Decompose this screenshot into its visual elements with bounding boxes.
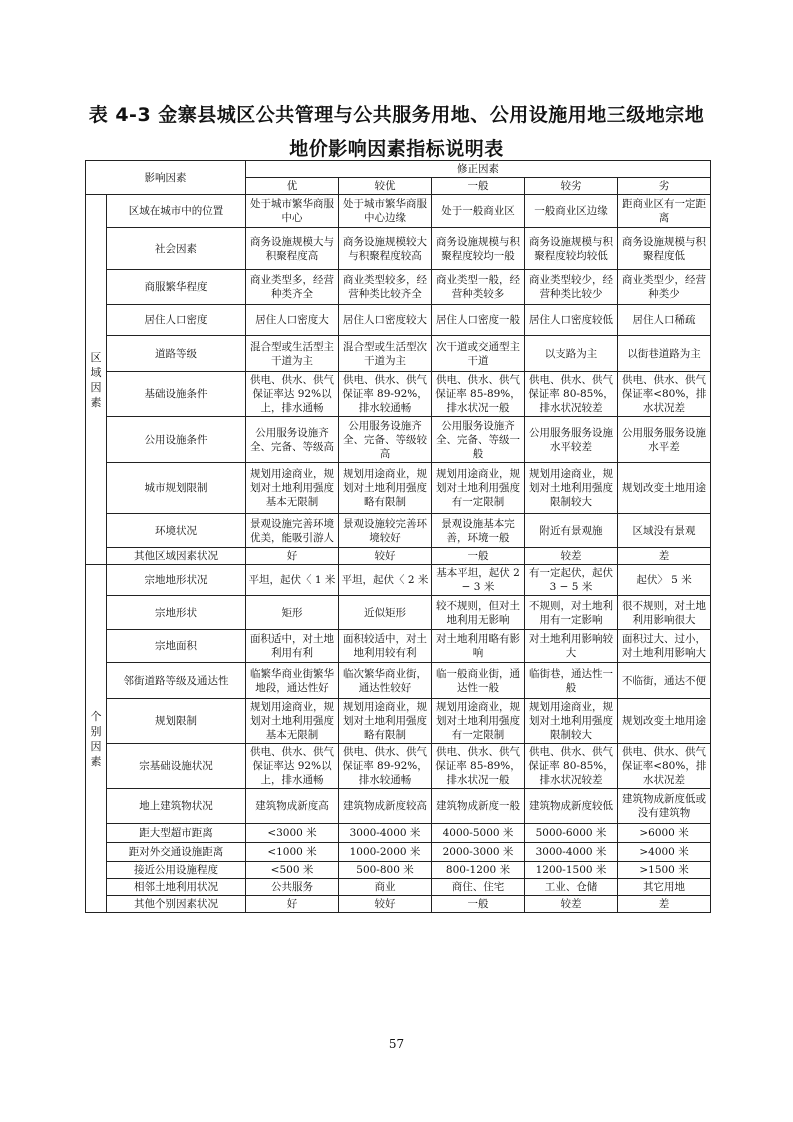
factor-name-cell: 其他区域因素状况 bbox=[107, 548, 246, 565]
level-value-cell-4: 建筑物成新度低或没有建筑物 bbox=[618, 789, 711, 824]
table-row bbox=[86, 195, 711, 228]
level-value-cell-1: 景观设施较完善环境较好 bbox=[339, 514, 432, 548]
level-value-cell-1: 3000-4000 米 bbox=[339, 824, 432, 843]
level-value-cell-0: 建筑物成新度高 bbox=[246, 789, 339, 824]
table-row bbox=[86, 565, 711, 596]
level-value-cell-3: 居住人口密度较低 bbox=[525, 305, 618, 336]
regional-category-char: 区 bbox=[90, 350, 102, 364]
level-value-cell-1: 平坦，起伏〈 2 米 bbox=[339, 565, 432, 596]
table-row bbox=[86, 896, 711, 913]
level-value-cell-0: 临繁华商业街繁华地段，通达性好 bbox=[246, 663, 339, 699]
level-value-cell-1: 建筑物成新度较高 bbox=[339, 789, 432, 824]
regional-category-char: 素 bbox=[90, 395, 102, 409]
level-value-cell-0: 商务设施规模大与积聚程度高 bbox=[246, 228, 339, 270]
level-value-cell-0: 好 bbox=[246, 896, 339, 913]
factor-name-cell: 区域在城市中的位置 bbox=[107, 195, 246, 228]
document-title-line2: 地价影响因素指标说明表 bbox=[289, 138, 504, 160]
level-value-cell-3: 商业类型较少，经营种类比较少 bbox=[525, 270, 618, 305]
header-correction-cell: 修正因素 bbox=[246, 161, 711, 178]
factor-name-cell: 社会因素 bbox=[107, 228, 246, 270]
table-row bbox=[86, 336, 711, 372]
level-value-cell-3: 较差 bbox=[525, 548, 618, 565]
level-value-cell-2: 较不规则，但对土地利用无影响 bbox=[432, 596, 525, 630]
level-value-cell-4: 商务设施规模与积聚程度低 bbox=[618, 228, 711, 270]
table-row bbox=[86, 630, 711, 663]
factor-name-cell: 宗地面积 bbox=[107, 630, 246, 663]
factor-name-cell: 城市规划限制 bbox=[107, 463, 246, 514]
factor-name-cell: 居住人口密度 bbox=[107, 305, 246, 336]
table-row bbox=[86, 463, 711, 514]
table-row bbox=[86, 824, 711, 843]
level-value-cell-0: 公共服务 bbox=[246, 879, 339, 896]
level-value-cell-0: 公用服务设施齐全、完备、等级高 bbox=[246, 417, 339, 463]
table-row bbox=[86, 699, 711, 744]
table-row bbox=[86, 789, 711, 824]
level-value-cell-3: 商务设施规模与积聚程度较均较低 bbox=[525, 228, 618, 270]
level-value-cell-0: 供电、供水、供气保证率达 92%以上，排水通畅 bbox=[246, 744, 339, 789]
level-header-1: 较优 bbox=[339, 178, 432, 195]
table-row bbox=[86, 879, 711, 896]
factor-name-cell: 宗地地形状况 bbox=[107, 565, 246, 596]
level-value-cell-2: 临一般商业街，通达性一般 bbox=[432, 663, 525, 699]
level-value-cell-1: 500-800 米 bbox=[339, 862, 432, 879]
level-value-cell-2: 居住人口密度一般 bbox=[432, 305, 525, 336]
level-value-cell-2: 次干道或交通型主干道 bbox=[432, 336, 525, 372]
level-value-cell-1: 供电、供水、供气保证率 89-92%，排水较通畅 bbox=[339, 744, 432, 789]
level-value-cell-1: 规划用途商业，规划对土地利用强度略有限制 bbox=[339, 699, 432, 744]
level-value-cell-4: 距商业区有一定距离 bbox=[618, 195, 711, 228]
table-row bbox=[86, 270, 711, 305]
level-value-cell-0: 面积适中，对土地利用有利 bbox=[246, 630, 339, 663]
factor-name-cell: 环境状况 bbox=[107, 514, 246, 548]
table-row bbox=[86, 744, 711, 789]
level-value-cell-3: 规划用途商业，规划对土地利用强度限制较大 bbox=[525, 463, 618, 514]
level-value-cell-1: 供电、供水、供气保证率 89-92%，排水较通畅 bbox=[339, 372, 432, 417]
header-factor-cell: 影响因素 bbox=[86, 161, 246, 195]
level-value-cell-4: 面积过大、过小，对土地利用影响大 bbox=[618, 630, 711, 663]
factor-name-cell: 邻街道路等级及通达性 bbox=[107, 663, 246, 699]
individual-category-char: 别 bbox=[90, 724, 102, 738]
level-value-cell-2: 规划用途商业，规划对土地利用强度有一定限制 bbox=[432, 463, 525, 514]
level-header-0: 优 bbox=[246, 178, 339, 195]
level-value-cell-2: 处于一般商业区 bbox=[432, 195, 525, 228]
level-value-cell-2: 基本平坦，起伏 2 − 3 米 bbox=[432, 565, 525, 596]
factor-name-cell: 距对外交通设施距离 bbox=[107, 843, 246, 862]
level-value-cell-1: 居住人口密度较大 bbox=[339, 305, 432, 336]
table-row bbox=[86, 843, 711, 862]
factor-name-cell: 基础设施条件 bbox=[107, 372, 246, 417]
level-value-cell-1: 公用服务设施齐全、完备、等级较高 bbox=[339, 417, 432, 463]
regional-category-char: 因 bbox=[90, 380, 102, 394]
level-value-cell-1: 处于城市繁华商服中心边缘 bbox=[339, 195, 432, 228]
level-value-cell-3: 工业、仓储 bbox=[525, 879, 618, 896]
level-value-cell-3: 规划用途商业，规划对土地利用强度限制较大 bbox=[525, 699, 618, 744]
level-value-cell-2: 景观设施基本完善，环境一般 bbox=[432, 514, 525, 548]
level-value-cell-0: 商业类型多，经营种类齐全 bbox=[246, 270, 339, 305]
page-number: 57 bbox=[388, 1037, 405, 1051]
level-value-cell-1: 商务设施规模较大与积聚程度较高 bbox=[339, 228, 432, 270]
individual-category-char: 因 bbox=[90, 739, 102, 753]
table-row bbox=[86, 596, 711, 630]
level-value-cell-3: 5000-6000 米 bbox=[525, 824, 618, 843]
factor-name-cell: 宗基础设施状况 bbox=[107, 744, 246, 789]
level-value-cell-2: 规划用途商业，规划对土地利用强度有一定限制 bbox=[432, 699, 525, 744]
level-value-cell-1: 混合型或生活型次干道为主 bbox=[339, 336, 432, 372]
level-value-cell-2: 4000-5000 米 bbox=[432, 824, 525, 843]
level-value-cell-2: 公用服务设施齐全、完备、等级一般 bbox=[432, 417, 525, 463]
level-value-cell-4: 以街巷道路为主 bbox=[618, 336, 711, 372]
level-value-cell-4: 规划改变土地用途 bbox=[618, 463, 711, 514]
level-value-cell-4: 其它用地 bbox=[618, 879, 711, 896]
individual-factors-category-cell bbox=[86, 565, 107, 913]
table-row bbox=[86, 305, 711, 336]
level-value-cell-2: 一般 bbox=[432, 896, 525, 913]
level-header-2: 一般 bbox=[432, 178, 525, 195]
level-value-cell-1: 1000-2000 米 bbox=[339, 843, 432, 862]
level-value-cell-1: 近似矩形 bbox=[339, 596, 432, 630]
table-row bbox=[86, 372, 711, 417]
level-value-cell-4: 差 bbox=[618, 896, 711, 913]
regional-factors-category-cell bbox=[86, 195, 107, 565]
table-row bbox=[86, 514, 711, 548]
level-value-cell-2: 对土地利用略有影响 bbox=[432, 630, 525, 663]
level-value-cell-2: 2000-3000 米 bbox=[432, 843, 525, 862]
level-value-cell-4: >6000 米 bbox=[618, 824, 711, 843]
individual-category-char: 素 bbox=[90, 754, 102, 768]
factor-name-cell: 规划限制 bbox=[107, 699, 246, 744]
level-value-cell-0: <500 米 bbox=[246, 862, 339, 879]
individual-category-char: 个 bbox=[90, 709, 102, 723]
level-value-cell-2: 商务设施规模与积聚程度较均一般 bbox=[432, 228, 525, 270]
level-value-cell-4: 很不规则，对土地利用影响很大 bbox=[618, 596, 711, 630]
level-value-cell-0: 混合型或生活型主干道为主 bbox=[246, 336, 339, 372]
table-row bbox=[86, 663, 711, 699]
level-value-cell-4: >1500 米 bbox=[618, 862, 711, 879]
level-value-cell-1: 较好 bbox=[339, 896, 432, 913]
regional-category-char: 域 bbox=[90, 365, 102, 379]
table-row bbox=[86, 548, 711, 565]
factor-name-cell: 商服繁华程度 bbox=[107, 270, 246, 305]
level-value-cell-0: 处于城市繁华商服中心 bbox=[246, 195, 339, 228]
level-value-cell-3: 临街巷，通达性一般 bbox=[525, 663, 618, 699]
level-value-cell-4: >4000 米 bbox=[618, 843, 711, 862]
level-value-cell-0: <3000 米 bbox=[246, 824, 339, 843]
level-value-cell-4: 区域没有景观 bbox=[618, 514, 711, 548]
level-value-cell-3: 有一定起伏，起伏 3 − 5 米 bbox=[525, 565, 618, 596]
level-value-cell-1: 面积较适中，对土地利用较有利 bbox=[339, 630, 432, 663]
factor-name-cell: 其他个别因素状况 bbox=[107, 896, 246, 913]
factor-name-cell: 公用设施条件 bbox=[107, 417, 246, 463]
factor-name-cell: 距大型超市距离 bbox=[107, 824, 246, 843]
level-value-cell-4: 不临街，通达不便 bbox=[618, 663, 711, 699]
level-value-cell-3: 1200-1500 米 bbox=[525, 862, 618, 879]
level-header-4: 劣 bbox=[618, 178, 711, 195]
level-value-cell-3: 供电、供水、供气保证率 80-85%，排水状况较差 bbox=[525, 744, 618, 789]
level-value-cell-0: 矩形 bbox=[246, 596, 339, 630]
level-value-cell-4: 供电、供水、供气保证率<80%，排水状况差 bbox=[618, 372, 711, 417]
level-value-cell-0: 居住人口密度大 bbox=[246, 305, 339, 336]
level-value-cell-3: 一般商业区边缘 bbox=[525, 195, 618, 228]
table-row bbox=[86, 417, 711, 463]
level-value-cell-2: 一般 bbox=[432, 548, 525, 565]
table-row bbox=[86, 228, 711, 270]
level-value-cell-0: 平坦，起伏〈 1 米 bbox=[246, 565, 339, 596]
level-value-cell-4: 供电、供水、供气保证率<80%，排水状况差 bbox=[618, 744, 711, 789]
level-value-cell-3: 供电、供水、供气保证率 80-85%，排水状况较差 bbox=[525, 372, 618, 417]
level-value-cell-1: 商业类型较多，经营种类比较齐全 bbox=[339, 270, 432, 305]
level-value-cell-3: 对土地利用影响较大 bbox=[525, 630, 618, 663]
level-value-cell-2: 商住、住宅 bbox=[432, 879, 525, 896]
level-value-cell-2: 供电、供水、供气保证率 85-89%，排水状况一般 bbox=[432, 372, 525, 417]
level-value-cell-4: 公用服务服务设施水平差 bbox=[618, 417, 711, 463]
level-value-cell-1: 规划用途商业，规划对土地利用强度略有限制 bbox=[339, 463, 432, 514]
level-value-cell-3: 3000-4000 米 bbox=[525, 843, 618, 862]
level-value-cell-1: 商业 bbox=[339, 879, 432, 896]
level-value-cell-4: 商业类型少，经营种类少 bbox=[618, 270, 711, 305]
level-value-cell-2: 建筑物成新度一般 bbox=[432, 789, 525, 824]
level-value-cell-0: 供电、供水、供气保证率达 92%以上，排水通畅 bbox=[246, 372, 339, 417]
factor-name-cell: 道路等级 bbox=[107, 336, 246, 372]
level-value-cell-3: 以支路为主 bbox=[525, 336, 618, 372]
header-row-1 bbox=[86, 161, 711, 178]
level-value-cell-0: 规划用途商业，规划对土地利用强度基本无限制 bbox=[246, 463, 339, 514]
level-header-3: 较劣 bbox=[525, 178, 618, 195]
table-body bbox=[86, 161, 711, 913]
factor-name-cell: 相邻土地利用状况 bbox=[107, 879, 246, 896]
level-value-cell-1: 较好 bbox=[339, 548, 432, 565]
level-value-cell-0: 规划用途商业，规划对土地利用强度基本无限制 bbox=[246, 699, 339, 744]
document-title-line1: 表 4-3 金寨县城区公共管理与公共服务用地、公用设施用地三级地宗地 bbox=[88, 104, 705, 126]
level-value-cell-1: 临次繁华商业街，通达性较好 bbox=[339, 663, 432, 699]
level-value-cell-3: 公用服务服务设施水平较差 bbox=[525, 417, 618, 463]
level-value-cell-2: 800-1200 米 bbox=[432, 862, 525, 879]
level-value-cell-0: <1000 米 bbox=[246, 843, 339, 862]
level-value-cell-3: 建筑物成新度较低 bbox=[525, 789, 618, 824]
level-value-cell-3: 较差 bbox=[525, 896, 618, 913]
level-value-cell-2: 供电、供水、供气保证率 85-89%，排水状况一般 bbox=[432, 744, 525, 789]
factor-name-cell: 地上建筑物状况 bbox=[107, 789, 246, 824]
factor-name-cell: 接近公用设施程度 bbox=[107, 862, 246, 879]
level-value-cell-0: 景观设施完善环境优美，能吸引游人 bbox=[246, 514, 339, 548]
level-value-cell-3: 不规则，对土地利用有一定影响 bbox=[525, 596, 618, 630]
level-value-cell-4: 规划改变土地用途 bbox=[618, 699, 711, 744]
factor-table bbox=[85, 160, 711, 913]
level-value-cell-4: 差 bbox=[618, 548, 711, 565]
level-value-cell-2: 商业类型一般，经营种类较多 bbox=[432, 270, 525, 305]
level-value-cell-3: 附近有景观施 bbox=[525, 514, 618, 548]
level-value-cell-4: 起伏〉 5 米 bbox=[618, 565, 711, 596]
factor-name-cell: 宗地形状 bbox=[107, 596, 246, 630]
table-row bbox=[86, 862, 711, 879]
level-value-cell-4: 居住人口稀疏 bbox=[618, 305, 711, 336]
level-value-cell-0: 好 bbox=[246, 548, 339, 565]
